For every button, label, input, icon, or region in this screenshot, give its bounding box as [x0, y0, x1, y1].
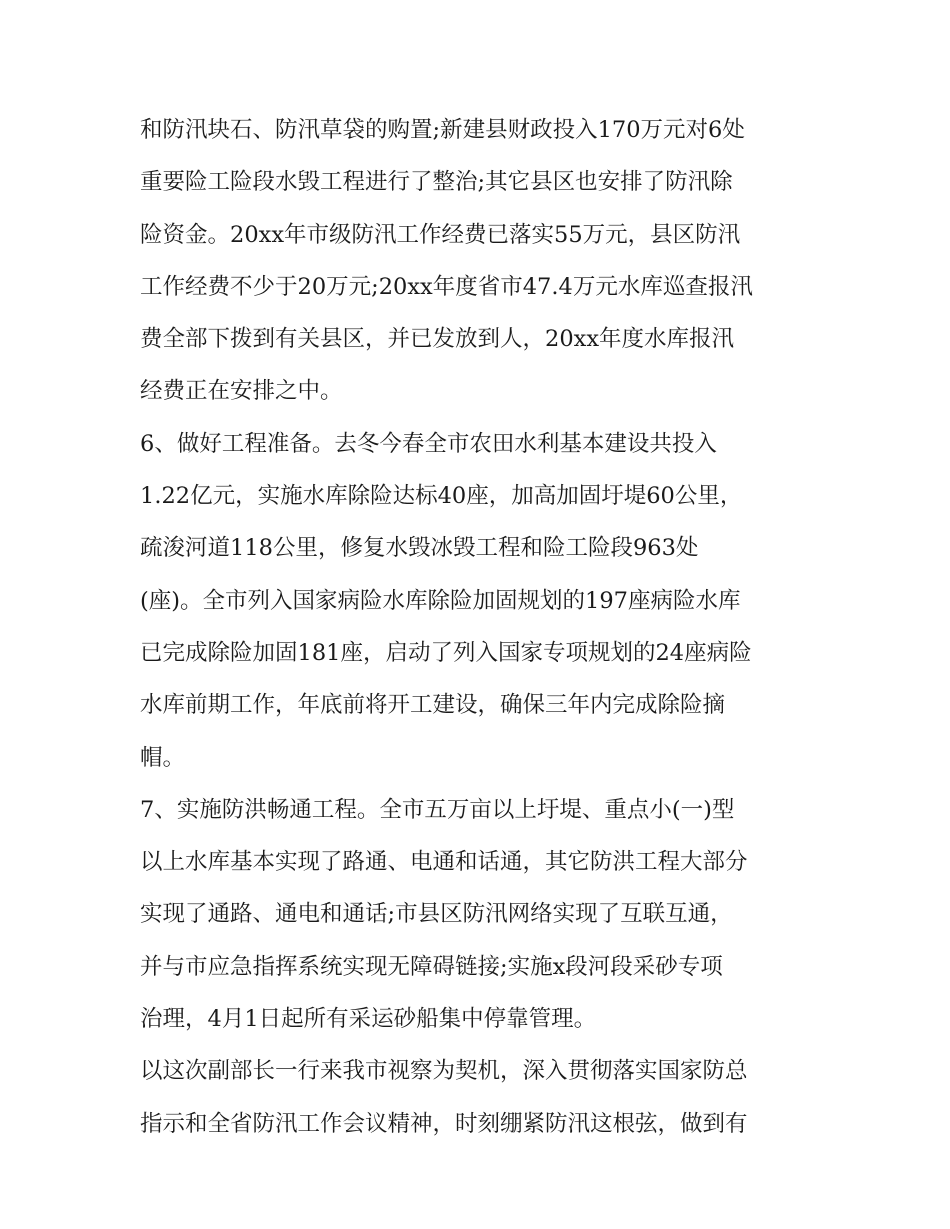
text-line: 费全部下拨到有关县区，并已发放到人，20xx年度水库报汛 [140, 326, 735, 353]
text-line: 险资金。20xx年市级防汛工作经费已落实55万元，县区防汛 [140, 221, 741, 248]
text-line: 治理，4月1日起所有采运砂船集中停靠管理。 [140, 1006, 597, 1033]
text-line: 经费正在安排之中。 [140, 378, 343, 405]
text-line: 已完成除险加固181座，启动了列入国家专项规划的24座病险 [140, 639, 752, 666]
body-text [140, 104, 820, 1150]
text-line: 重要险工险段水毁工程进行了整治;其它县区也安排了防汛除 [140, 169, 733, 196]
text-line: 以上水库基本实现了路通、电通和话通，其它防洪工程大部分 [140, 849, 748, 876]
text-line: 以这次副部长一行来我市视察为契机，深入贯彻落实国家防总 [140, 1058, 748, 1085]
text-line: 6、做好工程准备。去冬今春全市农田水利基本建设共投入 [140, 430, 717, 457]
text-line: 工作经费不少于20万元;20xx年度省市47.4万元水库巡查报汛 [140, 273, 753, 300]
text-line: 疏浚河道118公里，修复水毁冰毁工程和险工险段963处 [140, 535, 699, 562]
text-line: 实现了通路、通电和通话;市县区防汛网络实现了互联互通， [140, 901, 733, 928]
text-line: 7、实施防洪畅通工程。全市五万亩以上圩堤、重点小(一)型 [140, 796, 735, 823]
text-line: 和防汛块石、防汛草袋的购置;新建县财政投入170万元对6处 [140, 117, 745, 143]
text-line: 并与市应急指挥系统实现无障碍链接;实施x段河段采砂专项 [140, 953, 723, 980]
text-line: 水库前期工作，年底前将开工建设，确保三年内完成除险摘 [140, 692, 726, 719]
text-line: 1.22亿元，实施水库除险达标40座，加高加固圩堤60公里， [140, 483, 743, 510]
text-line: 帽。 [140, 744, 186, 771]
text-line: 指示和全省防汛工作会议精神，时刻绷紧防汛这根弦，做到有 [140, 1110, 748, 1137]
text-line: (座)。全市列入国家病险水库除险加固规划的197座病险水库 [140, 587, 741, 614]
